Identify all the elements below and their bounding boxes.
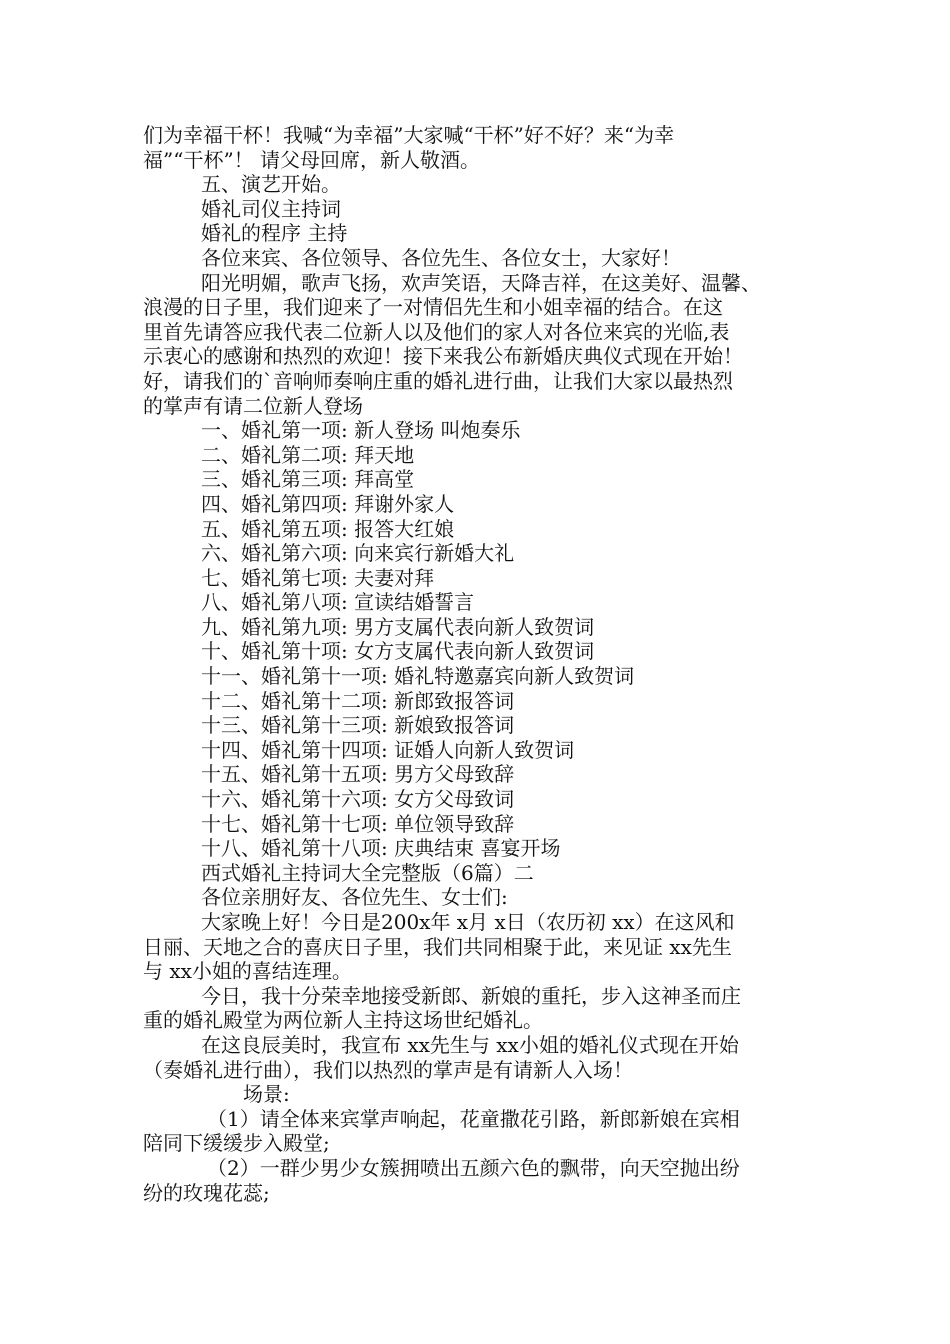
text-line: 示衷心的感谢和热烈的欢迎！接下来我公布新婚庆典仪式现在开始！ (143, 344, 743, 369)
text-line: 重的婚礼殿堂为两位新人主持这场世纪婚礼。 (143, 1008, 543, 1033)
section-heading: 婚礼的程序 主持 (201, 221, 348, 246)
list-item: 八、婚礼第八项: 宣读结婚誓言 (201, 590, 475, 615)
list-item: 十六、婚礼第十六项: 女方父母致词 (201, 787, 515, 812)
text-line: 的掌声有请二位新人登场 (143, 393, 363, 418)
document-body (143, 123, 813, 1205)
text-line: （奏婚礼进行曲），我们以热烈的掌声是有请新人入场！ (143, 1057, 633, 1082)
list-item: 十三、婚礼第十三项: 新娘致报答词 (201, 713, 515, 738)
list-item: 十一、婚礼第十一项: 婚礼特邀嘉宾向新人致贺词 (201, 664, 635, 689)
list-item: 三、婚礼第三项: 拜高堂 (201, 467, 415, 492)
text-line: 与 xx小姐的喜结连理。 (143, 959, 352, 984)
text-line: 们为幸福干杯！我喊“为幸福”大家喊“干杯”好不好？来“为幸 (143, 123, 675, 147)
text-line: 阳光明媚，歌声飞扬，欢声笑语，天降吉祥，在这美好、温馨、 (201, 270, 761, 295)
list-item: 九、婚礼第九项: 男方支属代表向新人致贺词 (201, 614, 595, 639)
text-line: 纷的玫瑰花蕊; (143, 1180, 270, 1205)
list-item: 十二、婚礼第十二项: 新郎致报答词 (201, 688, 515, 713)
list-item: 十四、婚礼第十四项: 证婚人向新人致贺词 (201, 737, 575, 762)
text-line: 在这良辰美时，我宣布 xx先生与 xx小姐的婚礼仪式现在开始 (201, 1032, 739, 1057)
list-item: 十七、婚礼第十七项: 单位领导致辞 (201, 811, 515, 836)
text-line: 好，请我们的`音响师奏响庄重的婚礼进行曲，让我们大家以最热烈 (143, 368, 733, 393)
section-heading: 婚礼司仪主持词 (201, 196, 341, 221)
text-line: 福”“干杯”！ 请父母回席，新人敬酒。 (143, 147, 481, 172)
text-line: （1）请全体来宾掌声响起，花童撒花引路，新郎新娘在宾相 (207, 1106, 740, 1131)
list-item: 四、婚礼第四项: 拜谢外家人 (201, 491, 455, 516)
list-item: 二、婚礼第二项: 拜天地 (201, 442, 415, 467)
list-item: 一、婚礼第一项: 新人登场 叫炮奏乐 (201, 418, 521, 443)
section-heading: 五、演艺开始。 (201, 172, 341, 197)
text-line: 浪漫的日子里，我们迎来了一对情侣先生和小姐幸福的结合。在这 (143, 295, 723, 320)
text-line: 大家晚上好！今日是200x年 x月 x日（农历初 xx）在这风和 (201, 910, 735, 934)
text-line: （2）一群少男少女簇拥喷出五颜六色的飘带，向天空抛出纷 (207, 1155, 740, 1180)
text-line: 日丽、天地之合的喜庆日子里，我们共同相聚于此，来见证 xx先生 (143, 934, 732, 959)
list-item: 十五、婚礼第十五项: 男方父母致辞 (201, 762, 515, 787)
list-item: 十八、婚礼第十八项: 庆典结束 喜宴开场 (201, 836, 561, 861)
list-item: 五、婚礼第五项: 报答大红娘 (201, 516, 455, 541)
text-line: 今日，我十分荣幸地接受新郎、新娘的重托，步入这神圣而庄 (201, 983, 741, 1008)
text-line: 里首先请答应我代表二位新人以及他们的家人对各位来宾的光临,表 (143, 319, 730, 344)
text-line: 陪同下缓缓步入殿堂; (143, 1131, 330, 1156)
text-line: 各位亲朋好友、各位先生、女士们: (201, 885, 508, 910)
list-item: 六、婚礼第六项: 向来宾行新婚大礼 (201, 541, 515, 566)
section-title: 西式婚礼主持词大全完整版（6篇）二 (201, 860, 534, 885)
text-line: 各位来宾、各位领导、各位先生、各位女士，大家好！ (201, 245, 681, 270)
text-line: 场景: (243, 1082, 290, 1107)
list-item: 七、婚礼第七项: 夫妻对拜 (201, 565, 435, 590)
list-item: 十、婚礼第十项: 女方支属代表向新人致贺词 (201, 639, 595, 664)
